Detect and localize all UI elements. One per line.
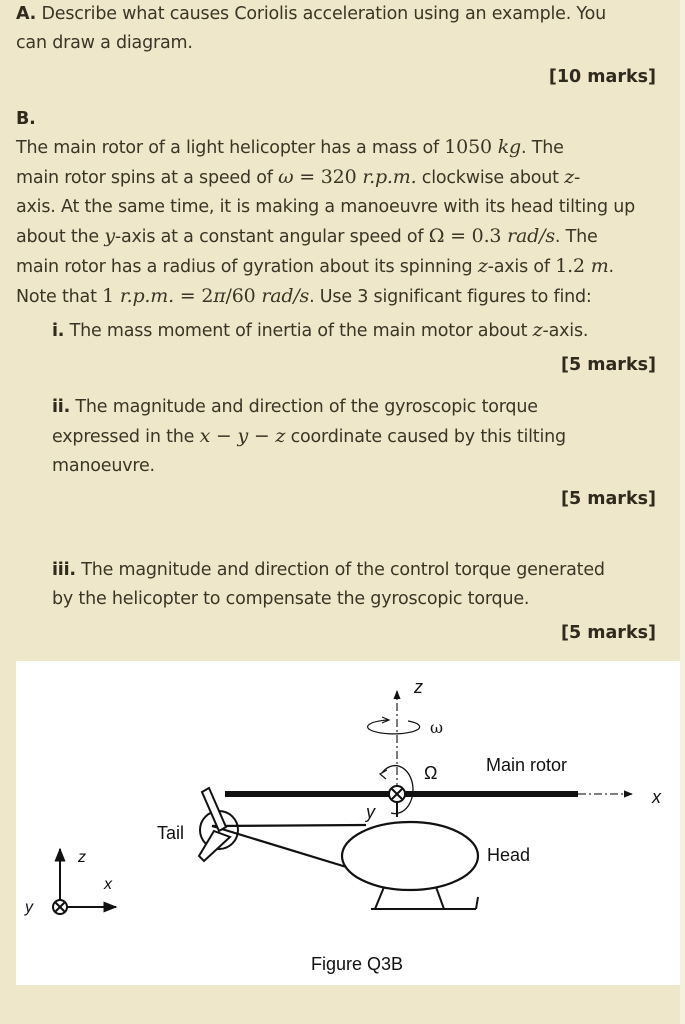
page-edge-strip — [680, 0, 685, 1024]
part-ii-marks: [5 marks] — [561, 489, 656, 509]
z-axis-label: z — [414, 677, 423, 697]
big-omega-label: Ω — [424, 763, 438, 783]
question-b-body — [16, 133, 656, 312]
main-rotor-label: Main rotor — [486, 755, 568, 775]
omega-label: ω — [430, 718, 444, 737]
legend-x-label: x — [104, 876, 112, 893]
question-a-text-line2: can draw a diagram. — [16, 33, 193, 53]
rotor-hub-y-into-page-icon — [389, 786, 405, 817]
figure-caption: Figure Q3B — [311, 954, 404, 974]
tail-rotor — [199, 788, 238, 861]
question-b-line5: main rotor has a radius of gyration about its spinning z-axis of 1.2 m. — [16, 255, 614, 277]
tail-label: Tail — [157, 823, 185, 843]
helicopter-head — [342, 822, 478, 890]
part-i-marks: [5 marks] — [561, 355, 656, 375]
question-b-line6: Note that 1 r.p.m. = 2π/60 rad/s. Use 3 significant figures to find: — [16, 285, 592, 307]
question-b-label: B. — [16, 109, 36, 129]
question-b-part-ii: ii. The magnitude and direction of the gyroscopic torque expressed in the x − y − z coordinate caused by this tilting manoeuvre. — [52, 397, 566, 476]
question-b-line4: about the y-axis at a constant angular speed of Ω = 0.3 rad/s. The — [16, 225, 598, 247]
x-axis-label: x — [652, 787, 661, 807]
figure-q3b — [16, 661, 680, 985]
y-axis-label: y — [366, 802, 375, 822]
question-b-part-i: i. The mass moment of inertia of the main motor about z-axis. — [52, 319, 589, 341]
question-b-line3: axis. At the same time, it is making a manoeuvre with its head tilting up — [16, 197, 636, 217]
question-b-line1: The main rotor of a light helicopter has a mass of 1050 kg. The — [16, 136, 564, 158]
omega-rotation-icon — [368, 717, 420, 734]
question-a-label: A. — [16, 4, 37, 24]
legend-y-label: y — [25, 899, 33, 916]
question-a — [16, 0, 656, 58]
legend-z-label: z — [78, 849, 86, 866]
helicopter-diagram — [16, 661, 680, 985]
tail-boom-upper — [212, 825, 366, 826]
part-iii-marks: [5 marks] — [561, 623, 656, 643]
question-b-line2: main rotor spins at a speed of ω = 320 r.p.m. clockwise about z- — [16, 166, 581, 188]
head-label: Head — [487, 845, 531, 865]
question-a-marks: [10 marks] — [548, 67, 656, 87]
question-b-part-iii: iii. The magnitude and direction of the control torque generated by the helicopter to compensate the gyroscopic torque. — [52, 560, 605, 609]
question-a-text-line1: Describe what causes Coriolis acceleration using an example. You — [36, 4, 606, 24]
